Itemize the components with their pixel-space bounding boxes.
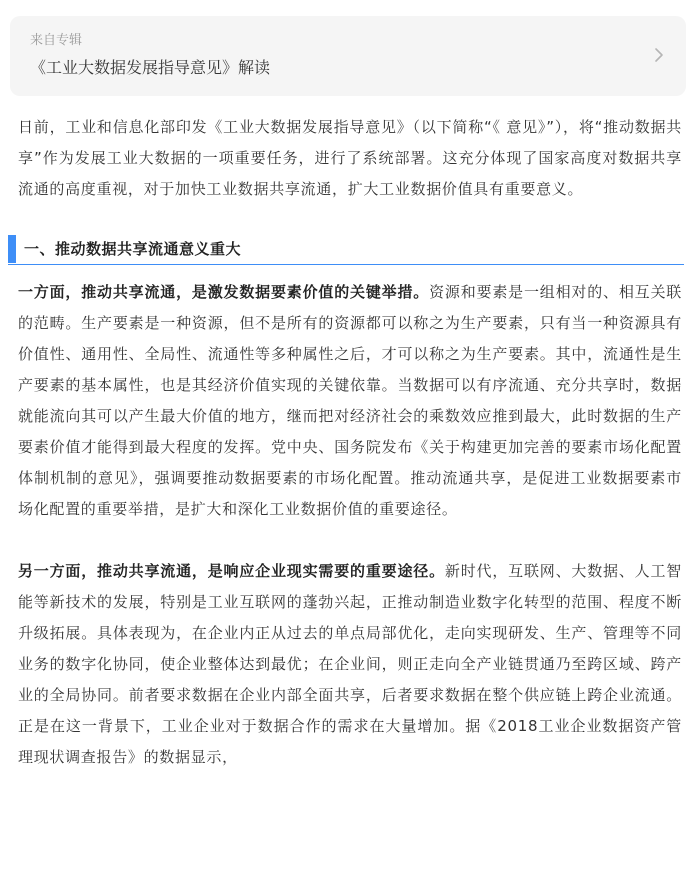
section-accent-bar [8, 235, 16, 263]
paragraph-2-lead: 另一方面，推动共享流通，是响应企业现实需要的重要途径。 [18, 562, 445, 580]
article-body [18, 112, 682, 773]
section-heading-text: 一、推动数据共享流通意义重大 [24, 240, 242, 258]
intro-paragraph: 日前，工业和信息化部印发《工业大数据发展指导意见》（以下简称“《 意见》”），将“推动数据共享”作为发展工业大数据的一项重要任务，进行了系统部署。这充分体现了国家高度对数据共享流通的高度重视，对于加快工业数据共享流通，扩大工业数据价值具有重要意义。 [18, 118, 682, 198]
album-from-label: 来自专辑 [30, 33, 83, 48]
paragraph-1 [18, 277, 682, 525]
chevron-right-icon[interactable] [654, 47, 664, 63]
paragraph-2-body: 新时代，互联网、大数据、人工智能等新技术的发展，特别是工业互联网的蓬勃兴起，正推动制造业数字化转型的范围、程度不断升级拓展。具体表现为，在企业内正从过去的单点局部优化，走向实现研发、生产、管理等不同业务的数字化协同，使企业整体达到最优；在企业间，则正走向全产业链贯通乃至跨区域、跨产业的全局协同。前者要求数据在企业内部全面共享，后者要求数据在整个供应链上跨企业流通。正是在这一背景下，工业企业对于数据合作的需求在大量增加。据《2018工业企业数据资产管理现状调查报告》的数据显示， [18, 562, 682, 766]
album-card[interactable] [10, 16, 686, 96]
paragraph-1-body: 资源和要素是一组相对的、相互关联的范畴。生产要素是一种资源，但不是所有的资源都可以称之为生产要素，只有当一种资源具有价值性、通用性、全局性、流通性等多种属性之后，才可以称之为生产要素。其中，流通性是生产要素的基本属性，也是其经济价值实现的关键依靠。当数据可以有序流通、充分共享时，数据就能流向其可以产生最大价值的地方，继而把对经济社会的乘数效应推到最大，此时数据的生产要素价值才能得到最大程度的发挥。党中央、国务院发布《关于构建更加完善的要素市场化配置体制机制的意见》，强调要推动数据要素的市场化配置。推动流通共享，是促进工业数据要素市场化配置的重要举措，是扩大和深化工业数据价值的重要途径。 [18, 283, 683, 518]
album-title[interactable]: 《工业大数据发展指导意见》解读 [30, 58, 271, 77]
section-heading [8, 235, 684, 265]
paragraph-2 [18, 556, 682, 773]
paragraph-1-lead: 一方面，推动共享流通，是激发数据要素价值的关键举措。 [18, 283, 430, 301]
